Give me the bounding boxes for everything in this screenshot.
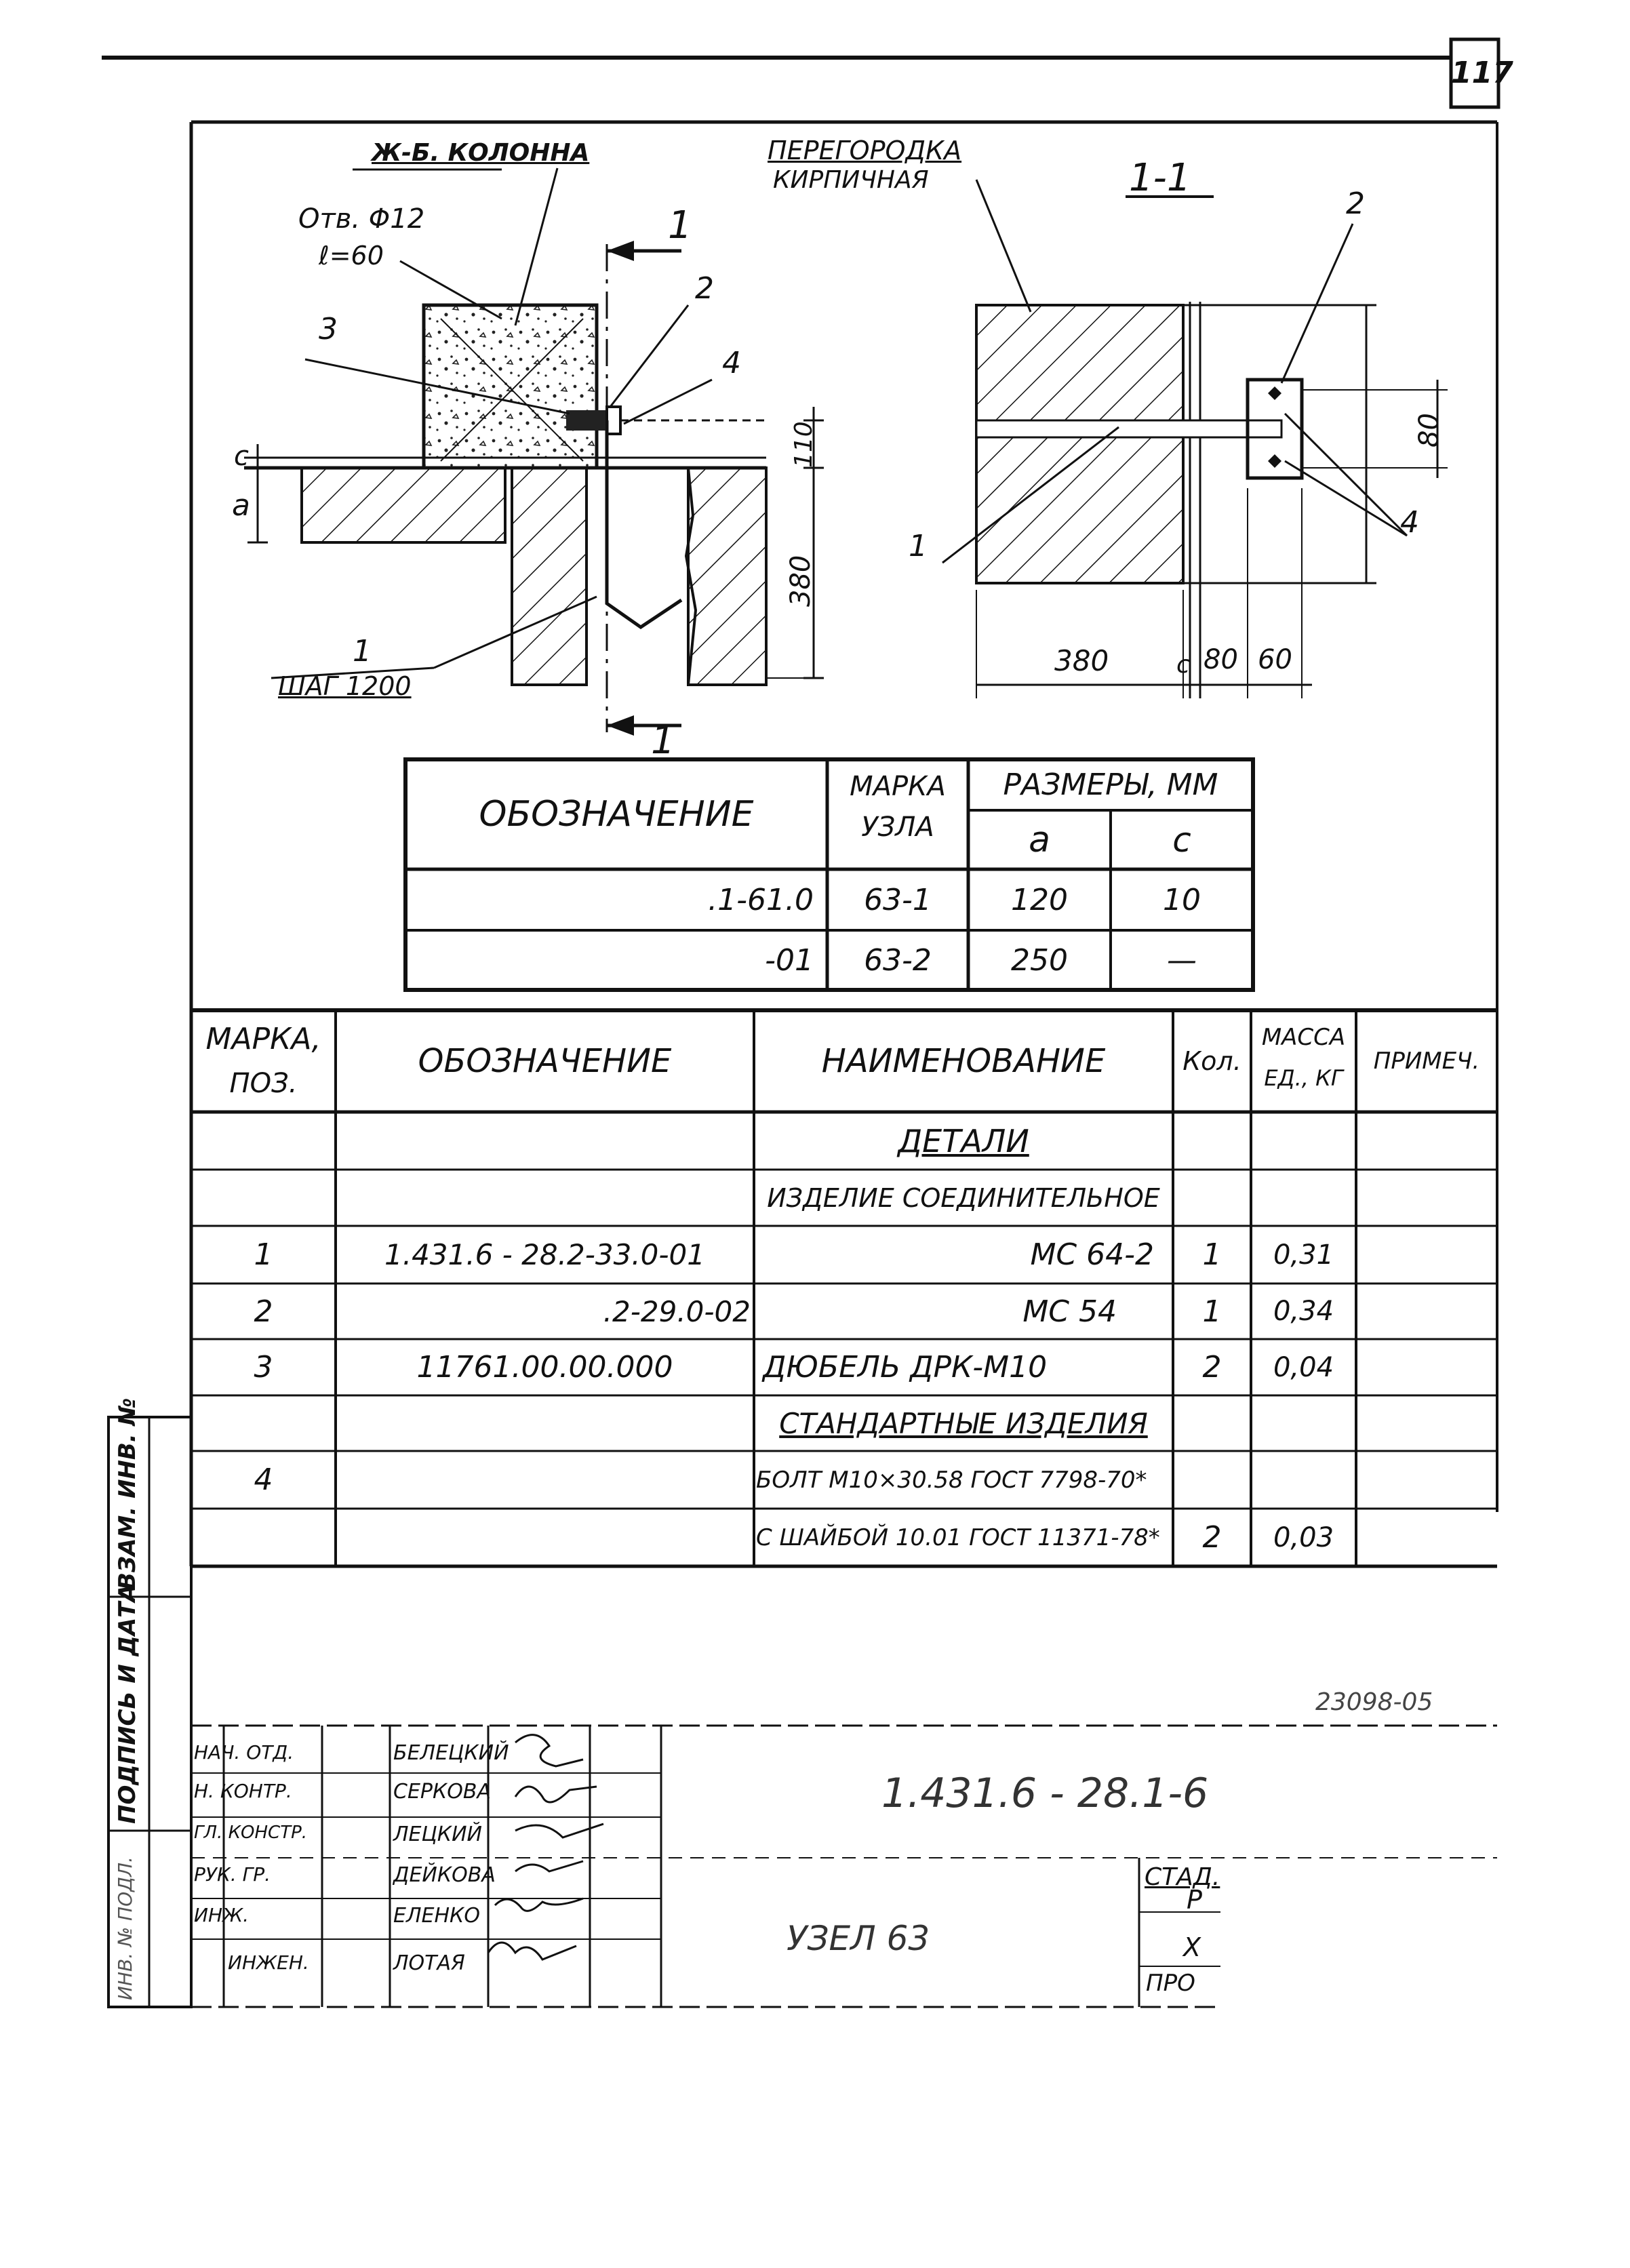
tb-name-4: ДЕЙКОВА xyxy=(393,1863,496,1887)
callout-3-left: 3 xyxy=(319,312,338,346)
tb-role-6: ИНЖЕН. xyxy=(228,1951,309,1974)
spec-header-mass-2: ЕД., КГ xyxy=(1264,1065,1343,1091)
spec-row-2-designation: .2-29.0-02 xyxy=(603,1294,751,1328)
spec-row-1-qty: 1 xyxy=(1202,1237,1222,1272)
variants-row-2-a: 250 xyxy=(1011,942,1068,978)
variants-header-mark-1: МАРКА xyxy=(850,771,946,802)
document-code: 1.431.6 - 28.1-6 xyxy=(881,1770,1209,1817)
dim-380-right: 380 xyxy=(1054,644,1109,677)
sheet-label: ПРО xyxy=(1146,1970,1195,1997)
variants-header-c: c xyxy=(1172,820,1191,860)
spec-row-1-pos: 1 xyxy=(254,1237,273,1272)
variants-row-2-c: — xyxy=(1167,942,1197,978)
variants-header-mark-2: УЗЛА xyxy=(861,812,934,843)
tb-role-2: Н. КОНТР. xyxy=(194,1780,292,1802)
tb-name-3: ЛЕЦКИЙ xyxy=(393,1823,482,1846)
hole-length-label: ℓ=60 xyxy=(319,241,384,271)
tb-role-5: ИНЖ. xyxy=(194,1904,250,1926)
spec-row-1-designation: 1.431.6 - 28.2-33.0-01 xyxy=(384,1238,705,1271)
step-label: ШАГ 1200 xyxy=(278,671,412,701)
tb-name-6: ЛОТАЯ xyxy=(393,1951,465,1975)
tb-name-1: БЕЛЕЦКИЙ xyxy=(393,1741,509,1765)
variants-row-2-mark: 63-2 xyxy=(864,942,932,978)
spec-header-mark-2: ПОЗ. xyxy=(229,1067,298,1099)
tb-role-4: РУК. ГР. xyxy=(194,1863,271,1886)
anchor-bar xyxy=(607,420,681,627)
spec-header-designation: ОБОЗНАЧЕНИЕ xyxy=(418,1042,672,1080)
tb-name-2: СЕРКОВА xyxy=(393,1780,492,1804)
callout-1-left: 1 xyxy=(353,634,372,669)
floor-slab xyxy=(302,468,505,542)
spec-row-3-pos: 3 xyxy=(254,1350,273,1385)
spec-row-2-name: МС 54 xyxy=(1022,1294,1117,1329)
spec-row-3-designation: 11761.00.00.000 xyxy=(416,1350,673,1385)
dim-c-left: c xyxy=(234,441,249,472)
spec-std-row-name-2: С ШАЙБОЙ 10.01 ГОСТ 11371-78* xyxy=(756,1524,1160,1551)
spec-row-2-mass: 0,34 xyxy=(1273,1296,1334,1327)
dim-80-vertical: 80 xyxy=(1414,413,1445,447)
spec-header-note: ПРИМЕЧ. xyxy=(1373,1048,1480,1075)
spec-subsection: ИЗДЕЛИЕ СОЕДИНИТЕЛЬНОЕ xyxy=(767,1182,1160,1213)
variants-row-1-mark: 63-1 xyxy=(864,882,932,917)
hole-label: Отв. Φ12 xyxy=(298,203,425,235)
callout-4-left: 4 xyxy=(722,346,741,380)
variants-header-designation: ОБОЗНАЧЕНИЕ xyxy=(479,794,754,835)
section-title: 1-1 xyxy=(1129,156,1191,200)
dim-c-right: c xyxy=(1176,651,1190,679)
rc-column xyxy=(424,305,597,468)
tb-name-5: ЕЛЕНКО xyxy=(393,1904,480,1928)
spec-row-2-pos: 2 xyxy=(254,1294,273,1329)
spec-row-1-name: МС 64-2 xyxy=(1030,1237,1154,1272)
dim-380-left: 380 xyxy=(785,555,816,607)
spec-header-name: НАИМЕНОВАНИЕ xyxy=(821,1042,1106,1080)
variants-row-2-designation: -01 xyxy=(765,942,814,978)
spec-header-qty: Кол. xyxy=(1182,1046,1241,1076)
spec-row-3-qty: 2 xyxy=(1202,1350,1222,1385)
anchor-strip xyxy=(976,420,1281,437)
side-stamp-inv: ВЗАМ. ИНВ. № xyxy=(114,1397,141,1590)
dim-110: 110 xyxy=(790,421,818,468)
tb-role-3: ГЛ. КОНСТР. xyxy=(194,1823,308,1843)
tb-role-1: НАЧ. ОТД. xyxy=(194,1741,294,1764)
variants-header-a: a xyxy=(1029,819,1050,860)
section-mark-bottom: 1 xyxy=(651,719,675,763)
plate xyxy=(607,407,620,434)
callout-4-right: 4 xyxy=(1400,505,1419,540)
partition-label-2: КИРПИЧНАЯ xyxy=(773,166,929,194)
spec-section-details: ДЕТАЛИ xyxy=(898,1122,1029,1159)
title-block-grid xyxy=(191,1726,1497,2007)
spec-header-mark-1: МАРКА, xyxy=(205,1022,321,1056)
side-stamp-sign: ПОДПИСЬ И ДАТА xyxy=(114,1584,141,1824)
spec-row-3-mass: 0,04 xyxy=(1273,1351,1334,1383)
spec-std-row-mass: 0,03 xyxy=(1273,1521,1334,1553)
section-mark-top: 1 xyxy=(668,203,692,247)
variants-row-1-c: 10 xyxy=(1163,882,1201,917)
archive-number: 23098-05 xyxy=(1315,1688,1433,1716)
spec-row-3-name: ДЮБЕЛЬ ДРК-М10 xyxy=(763,1350,1048,1385)
side-stamp-orig: ИНВ. № ПОДЛ. xyxy=(114,1856,136,2000)
spec-std-row-name-1: БОЛТ М10×30.58 ГОСТ 7798-70* xyxy=(756,1466,1147,1494)
variants-row-1-a: 120 xyxy=(1011,882,1068,917)
spec-row-1-mass: 0,31 xyxy=(1273,1239,1334,1271)
sheet-value: Х xyxy=(1183,1932,1201,1962)
partition-label-1: ПЕРЕГОРОДКА xyxy=(768,136,962,165)
node-label: УЗЕЛ 63 xyxy=(787,1919,930,1958)
spec-std-row-qty: 2 xyxy=(1202,1520,1222,1555)
signatures xyxy=(488,1735,603,1959)
callout-2-right: 2 xyxy=(1346,186,1365,221)
brick-partition xyxy=(976,305,1183,583)
dowel xyxy=(566,410,607,431)
stage-value: Р xyxy=(1187,1885,1202,1915)
wall-left-part xyxy=(512,468,587,685)
spec-std-row-pos: 4 xyxy=(254,1463,273,1497)
spec-section-standard: СТАНДАРТНЫЕ ИЗДЕЛИЯ xyxy=(779,1406,1148,1440)
variants-header-sizes: РАЗМЕРЫ, ММ xyxy=(1003,768,1218,802)
callout-2-left: 2 xyxy=(695,271,714,306)
stage-label: СТАД. xyxy=(1145,1863,1220,1891)
wall-right-part xyxy=(688,468,766,685)
variants-row-1-designation: .1-61.0 xyxy=(708,882,814,917)
dim-60-right: 60 xyxy=(1258,644,1292,675)
dim-a-left: a xyxy=(232,488,250,523)
callout-1-right: 1 xyxy=(909,529,928,563)
column-label: Ж-Б. КОЛОННА xyxy=(372,139,590,167)
spec-header-mass-1: МАССА xyxy=(1261,1024,1346,1051)
dim-80-right: 80 xyxy=(1204,644,1238,675)
page-number: 117 xyxy=(1451,56,1513,90)
spec-row-2-qty: 1 xyxy=(1202,1294,1222,1329)
